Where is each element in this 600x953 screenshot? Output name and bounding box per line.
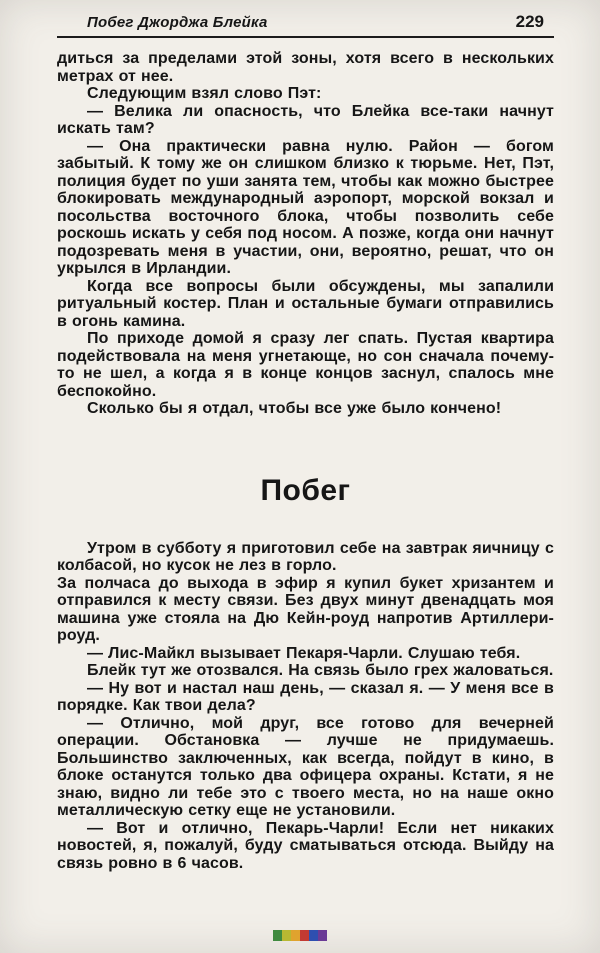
body-paragraph: Когда все вопросы были обсуждены, мы запалили ритуальный костер. План и остальные бумаги отправились в огонь камина. (57, 277, 554, 330)
body-paragraph: Сколько бы я отдал, чтобы все уже было кончено! (87, 400, 502, 417)
body-paragraph: — Отлично, мой друг, все готово для вечерней операции. Обстановка — лучше не придумаешь. Большинство заключенных, как всегда, пойдут в кино, в блоке останутся только два офицера охраны. Кстати, я не знаю, видно ли тебе это с твоего места, но на наше окно металлическую сетку еще не установили. (57, 714, 554, 819)
body-paragraph: — Лис-Майкл вызывает Пекаря-Чарли. Слушаю тебя. (87, 644, 521, 662)
chapter-title: Побег (260, 473, 351, 507)
body-paragraph: За полчаса до выхода в эфир я купил букет хризантем и отправился к месту связи. Без двух минут двенадцать моя машина уже стояла на Дю Кейн-роуд напротив Артиллери-роуд. (57, 574, 554, 644)
body-paragraph: — Вот и отлично, Пекарь-Чарли! Если нет никаких новостей, я, пожалуй, буду сматываться отсюда. Выйду на связь ровно в 6 часов. (57, 819, 554, 872)
section-2 (57, 540, 554, 873)
body-paragraph: Блейк тут же отозвался. На связь было грех жаловаться. (87, 662, 554, 679)
body-paragraph: Утром в субботу я приготовил себе на завтрак яичницу с колбасой, но кусок не лез в горло. (57, 539, 554, 574)
body-paragraph: По приходе домой я сразу лег спать. Пустая квартира подействовала на меня угнетающе, но сон сначала почему-то не шел, а когда я в конце концов заснул, спалось мне беспокойно. (57, 330, 554, 400)
page-number: 229 (515, 12, 544, 31)
body-paragraph: — Велика ли опасность, что Блейка все-таки начнут искать там? (57, 102, 554, 137)
page-body (57, 10, 554, 872)
body-paragraph: — Она практически равна нулю. Район — богом забытый. К тому же он слишком близко к тюрьме. Нет, Пэт, полиция будет по уши занята тем, чтобы как можно быстрее блокировать международный аэропорт, морской вокзал и посольства восточного блока, чтобы позволить себе роскошь искать у себя под носом. А позже, когда они начнут подозревать меня в участии, они, вероятно, решат, что он укрылся в Ирландии. (57, 137, 554, 277)
running-title: Побег Джорджа Блейка (87, 14, 268, 31)
body-paragraph: диться за пределами этой зоны, хотя всего в нескольких метрах от нее. (57, 50, 554, 85)
scan-color-strip (273, 930, 327, 941)
body-paragraph: — Ну вот и настал наш день, — сказал я. — У меня все в порядке. Как твои дела? (57, 679, 554, 714)
header-rule (57, 36, 554, 38)
page-header (57, 10, 554, 36)
section-1 (57, 50, 554, 418)
body-paragraph: Следующим взял слово Пэт: (87, 85, 322, 102)
